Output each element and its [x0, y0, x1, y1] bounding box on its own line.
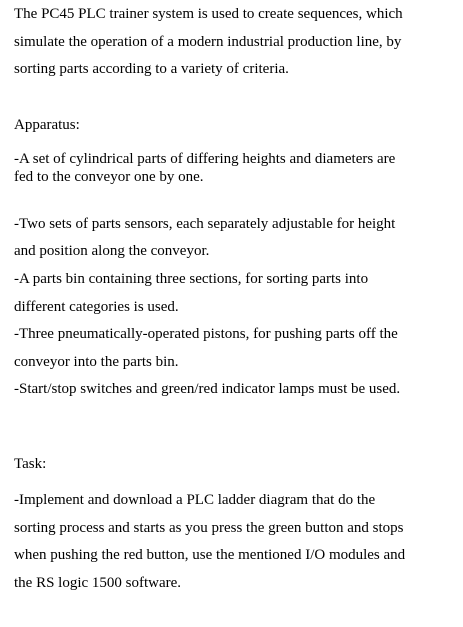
apparatus-item-line: -Start/stop switches and green/red indicator lamps must be used. — [14, 381, 401, 397]
apparatus-heading: Apparatus: — [14, 117, 80, 133]
task-line: sorting process and starts as you press the green button and stops — [14, 520, 404, 536]
apparatus-item-line: different categories is used. — [14, 299, 179, 315]
apparatus-item-line: -A parts bin containing three sections, for sorting parts into — [14, 271, 369, 287]
intro-line: The PC45 PLC trainer system is used to create sequences, which — [14, 6, 403, 22]
apparatus-item-line: -Three pneumatically-operated pistons, for pushing parts off the — [14, 326, 398, 342]
apparatus-item-line: and position along the conveyor. — [14, 243, 210, 259]
apparatus-item-line: -A set of cylindrical parts of differing heights and diameters are — [14, 151, 396, 167]
task-line: when pushing the red button, use the mentioned I/O modules and — [14, 547, 406, 563]
intro-line: simulate the operation of a modern industrial production line, by — [14, 34, 402, 50]
apparatus-item-line: conveyor into the parts bin. — [14, 354, 179, 370]
apparatus-item-line: -Two sets of parts sensors, each separately adjustable for height — [14, 216, 396, 232]
task-line: -Implement and download a PLC ladder diagram that do the — [14, 492, 376, 508]
intro-line: sorting parts according to a variety of criteria. — [14, 61, 289, 77]
task-heading: Task: — [14, 456, 47, 472]
apparatus-item-line: fed to the conveyor one by one. — [14, 169, 204, 185]
task-line: the RS logic 1500 software. — [14, 575, 182, 591]
